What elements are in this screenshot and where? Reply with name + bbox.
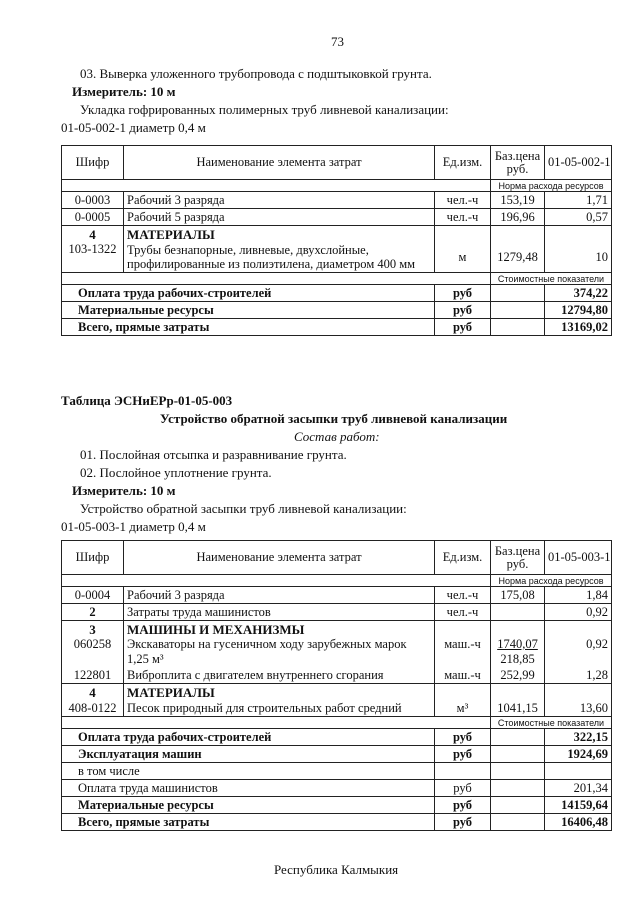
- total-value: 322,15: [545, 729, 612, 746]
- norm-label: Норма расхода ресурсов: [491, 180, 612, 192]
- row-name: Рабочий 3 разряда: [124, 587, 435, 604]
- section-row: [62, 684, 612, 701]
- total-name: Оплата труда рабочих-строителей: [62, 285, 435, 302]
- table-row: [62, 192, 612, 209]
- row-unit: чел.-ч: [435, 192, 491, 209]
- material-price: 1041,15: [491, 700, 545, 717]
- row-name: Рабочий 3 разряда: [124, 192, 435, 209]
- row-price: 175,08: [491, 587, 545, 604]
- total-row: [62, 746, 612, 763]
- table-row: [62, 209, 612, 226]
- material-value: 13,60: [545, 700, 612, 717]
- table-header-row: [62, 146, 612, 180]
- machine-name-line2: 1,25 м³: [127, 652, 164, 666]
- total-unit: руб: [435, 319, 491, 336]
- machine-unit: маш.-ч: [435, 637, 491, 667]
- machine-unit: маш.-ч: [435, 667, 491, 684]
- section-row: [62, 226, 612, 243]
- total-name: Всего, прямые затраты: [62, 319, 435, 336]
- total-value: 201,34: [545, 780, 612, 797]
- norm-row: [62, 180, 612, 192]
- total-row: [62, 729, 612, 746]
- material-row: [62, 242, 612, 273]
- row-unit: чел.-ч: [435, 587, 491, 604]
- header-rate-code: 01-05-002-1: [545, 146, 612, 180]
- row-unit: чел.-ч: [435, 604, 491, 621]
- total-unit: руб: [435, 746, 491, 763]
- total-name: Эксплуатация машин: [62, 746, 435, 763]
- material-row: [62, 700, 612, 717]
- machine-name: [124, 637, 435, 667]
- row-price: 196,96: [491, 209, 545, 226]
- header-price: Баз.цена руб.: [491, 146, 545, 180]
- machine-row: [62, 637, 612, 667]
- resource-table-2: [61, 540, 612, 831]
- total-value: 13169,02: [545, 319, 612, 336]
- total-unit: [435, 763, 491, 780]
- section-title: МАТЕРИАЛЫ: [124, 684, 435, 701]
- code-line-2: 01-05-003-1 диаметр 0,4 м: [61, 519, 206, 534]
- section-number: 3: [62, 621, 124, 638]
- material-price: 1279,48: [491, 242, 545, 273]
- row-name: Затраты труда машинистов: [124, 604, 435, 621]
- cost-label-row: [62, 717, 612, 729]
- material-name: Трубы безнапорные, ливневые, двухслойные, профилированные из полиэтилена, диаметром 400 мм: [124, 242, 435, 273]
- description-1: Укладка гофрированных полимерных труб ливневой канализации:: [80, 102, 449, 117]
- section-number: 4: [62, 684, 124, 701]
- row-value: 0,57: [545, 209, 612, 226]
- work-item-01: 01. Послойная отсыпка и разравнивание грунта.: [80, 447, 347, 462]
- row-unit: чел.-ч: [435, 209, 491, 226]
- machine-code: 060258: [62, 637, 124, 667]
- total-row: [62, 763, 612, 780]
- total-value: 1924,69: [545, 746, 612, 763]
- total-value: 12794,80: [545, 302, 612, 319]
- section-number: 4: [62, 226, 124, 243]
- total-value: 374,22: [545, 285, 612, 302]
- machine-price-line2: 218,85: [500, 652, 535, 666]
- machine-price-line1: 1740,07: [497, 637, 538, 651]
- total-value: 16406,48: [545, 814, 612, 831]
- total-name: в том числе: [62, 763, 435, 780]
- total-unit: руб: [435, 285, 491, 302]
- total-name: Оплата труда машинистов: [62, 780, 435, 797]
- cost-label-row: [62, 273, 612, 285]
- description-2: Устройство обратной засыпки труб ливневой канализации:: [80, 501, 407, 516]
- row-code: 0-0003: [62, 192, 124, 209]
- table-header-row: [62, 541, 612, 575]
- measure-label-1: Измеритель: 10 м: [72, 84, 176, 99]
- total-unit: руб: [435, 780, 491, 797]
- table-row: [62, 604, 612, 621]
- total-row: [62, 285, 612, 302]
- resource-table-1: [61, 145, 612, 336]
- header-unit: Ед.изм.: [435, 146, 491, 180]
- work-item-03: 03. Выверка уложенного трубопровода с подштыковкой грунта.: [80, 66, 432, 81]
- page-number: 73: [331, 34, 344, 49]
- row-value: 0,92: [545, 604, 612, 621]
- total-row: [62, 780, 612, 797]
- row-name: Рабочий 5 разряда: [124, 209, 435, 226]
- total-unit: руб: [435, 797, 491, 814]
- section-title: МАШИНЫ И МЕХАНИЗМЫ: [124, 621, 435, 638]
- header-rate-code: 01-05-003-1: [545, 541, 612, 575]
- machine-row: [62, 667, 612, 684]
- section-heading: Устройство обратной засыпки труб ливневой канализации: [160, 411, 508, 426]
- material-unit: м: [435, 242, 491, 273]
- material-code: 408-0122: [62, 700, 124, 717]
- total-value: 14159,64: [545, 797, 612, 814]
- machine-price: [491, 637, 545, 667]
- header-unit: Ед.изм.: [435, 541, 491, 575]
- row-code: 2: [62, 604, 124, 621]
- measure-label-2: Измеритель: 10 м: [72, 483, 176, 498]
- page-footer: Республика Калмыкия: [274, 862, 399, 877]
- header-code: Шифр: [62, 541, 124, 575]
- material-code: 103-1322: [62, 242, 124, 273]
- section-row: [62, 621, 612, 638]
- total-name: Материальные ресурсы: [62, 797, 435, 814]
- material-unit: м³: [435, 700, 491, 717]
- header-name: Наименование элемента затрат: [124, 146, 435, 180]
- cost-label: Стоимостные показатели: [491, 273, 612, 285]
- row-code: 0-0004: [62, 587, 124, 604]
- total-unit: руб: [435, 814, 491, 831]
- total-unit: руб: [435, 729, 491, 746]
- row-price: 153,19: [491, 192, 545, 209]
- row-value: 1,71: [545, 192, 612, 209]
- section-title: МАТЕРИАЛЫ: [124, 226, 435, 243]
- total-row: [62, 319, 612, 336]
- row-value: 1,84: [545, 587, 612, 604]
- total-row: [62, 814, 612, 831]
- machine-name-line1: Экскаваторы на гусеничном ходу зарубежных марок: [127, 637, 407, 651]
- total-name: Всего, прямые затраты: [62, 814, 435, 831]
- total-name: Материальные ресурсы: [62, 302, 435, 319]
- total-unit: руб: [435, 302, 491, 319]
- machine-price: 252,99: [491, 667, 545, 684]
- row-code: 0-0005: [62, 209, 124, 226]
- total-value: [545, 763, 612, 780]
- composition-label: Состав работ:: [294, 429, 380, 444]
- norm-row: [62, 575, 612, 587]
- machine-value: 0,92: [545, 637, 612, 667]
- machine-code: 122801: [62, 667, 124, 684]
- code-line-1: 01-05-002-1 диаметр 0,4 м: [61, 120, 206, 135]
- table-label: Таблица ЭСНиЕРр-01-05-003: [61, 393, 233, 408]
- header-name: Наименование элемента затрат: [124, 541, 435, 575]
- total-row: [62, 302, 612, 319]
- work-item-02: 02. Послойное уплотнение грунта.: [80, 465, 272, 480]
- norm-label: Норма расхода ресурсов: [491, 575, 612, 587]
- machine-name: Виброплита с двигателем внутреннего сгорания: [124, 667, 435, 684]
- header-code: Шифр: [62, 146, 124, 180]
- total-row: [62, 797, 612, 814]
- material-name: Песок природный для строительных работ средний: [124, 700, 435, 717]
- header-price: Баз.цена руб.: [491, 541, 545, 575]
- table-row: [62, 587, 612, 604]
- material-value: 10: [545, 242, 612, 273]
- total-name: Оплата труда рабочих-строителей: [62, 729, 435, 746]
- cost-label: Стоимостные показатели: [491, 717, 612, 729]
- machine-value: 1,28: [545, 667, 612, 684]
